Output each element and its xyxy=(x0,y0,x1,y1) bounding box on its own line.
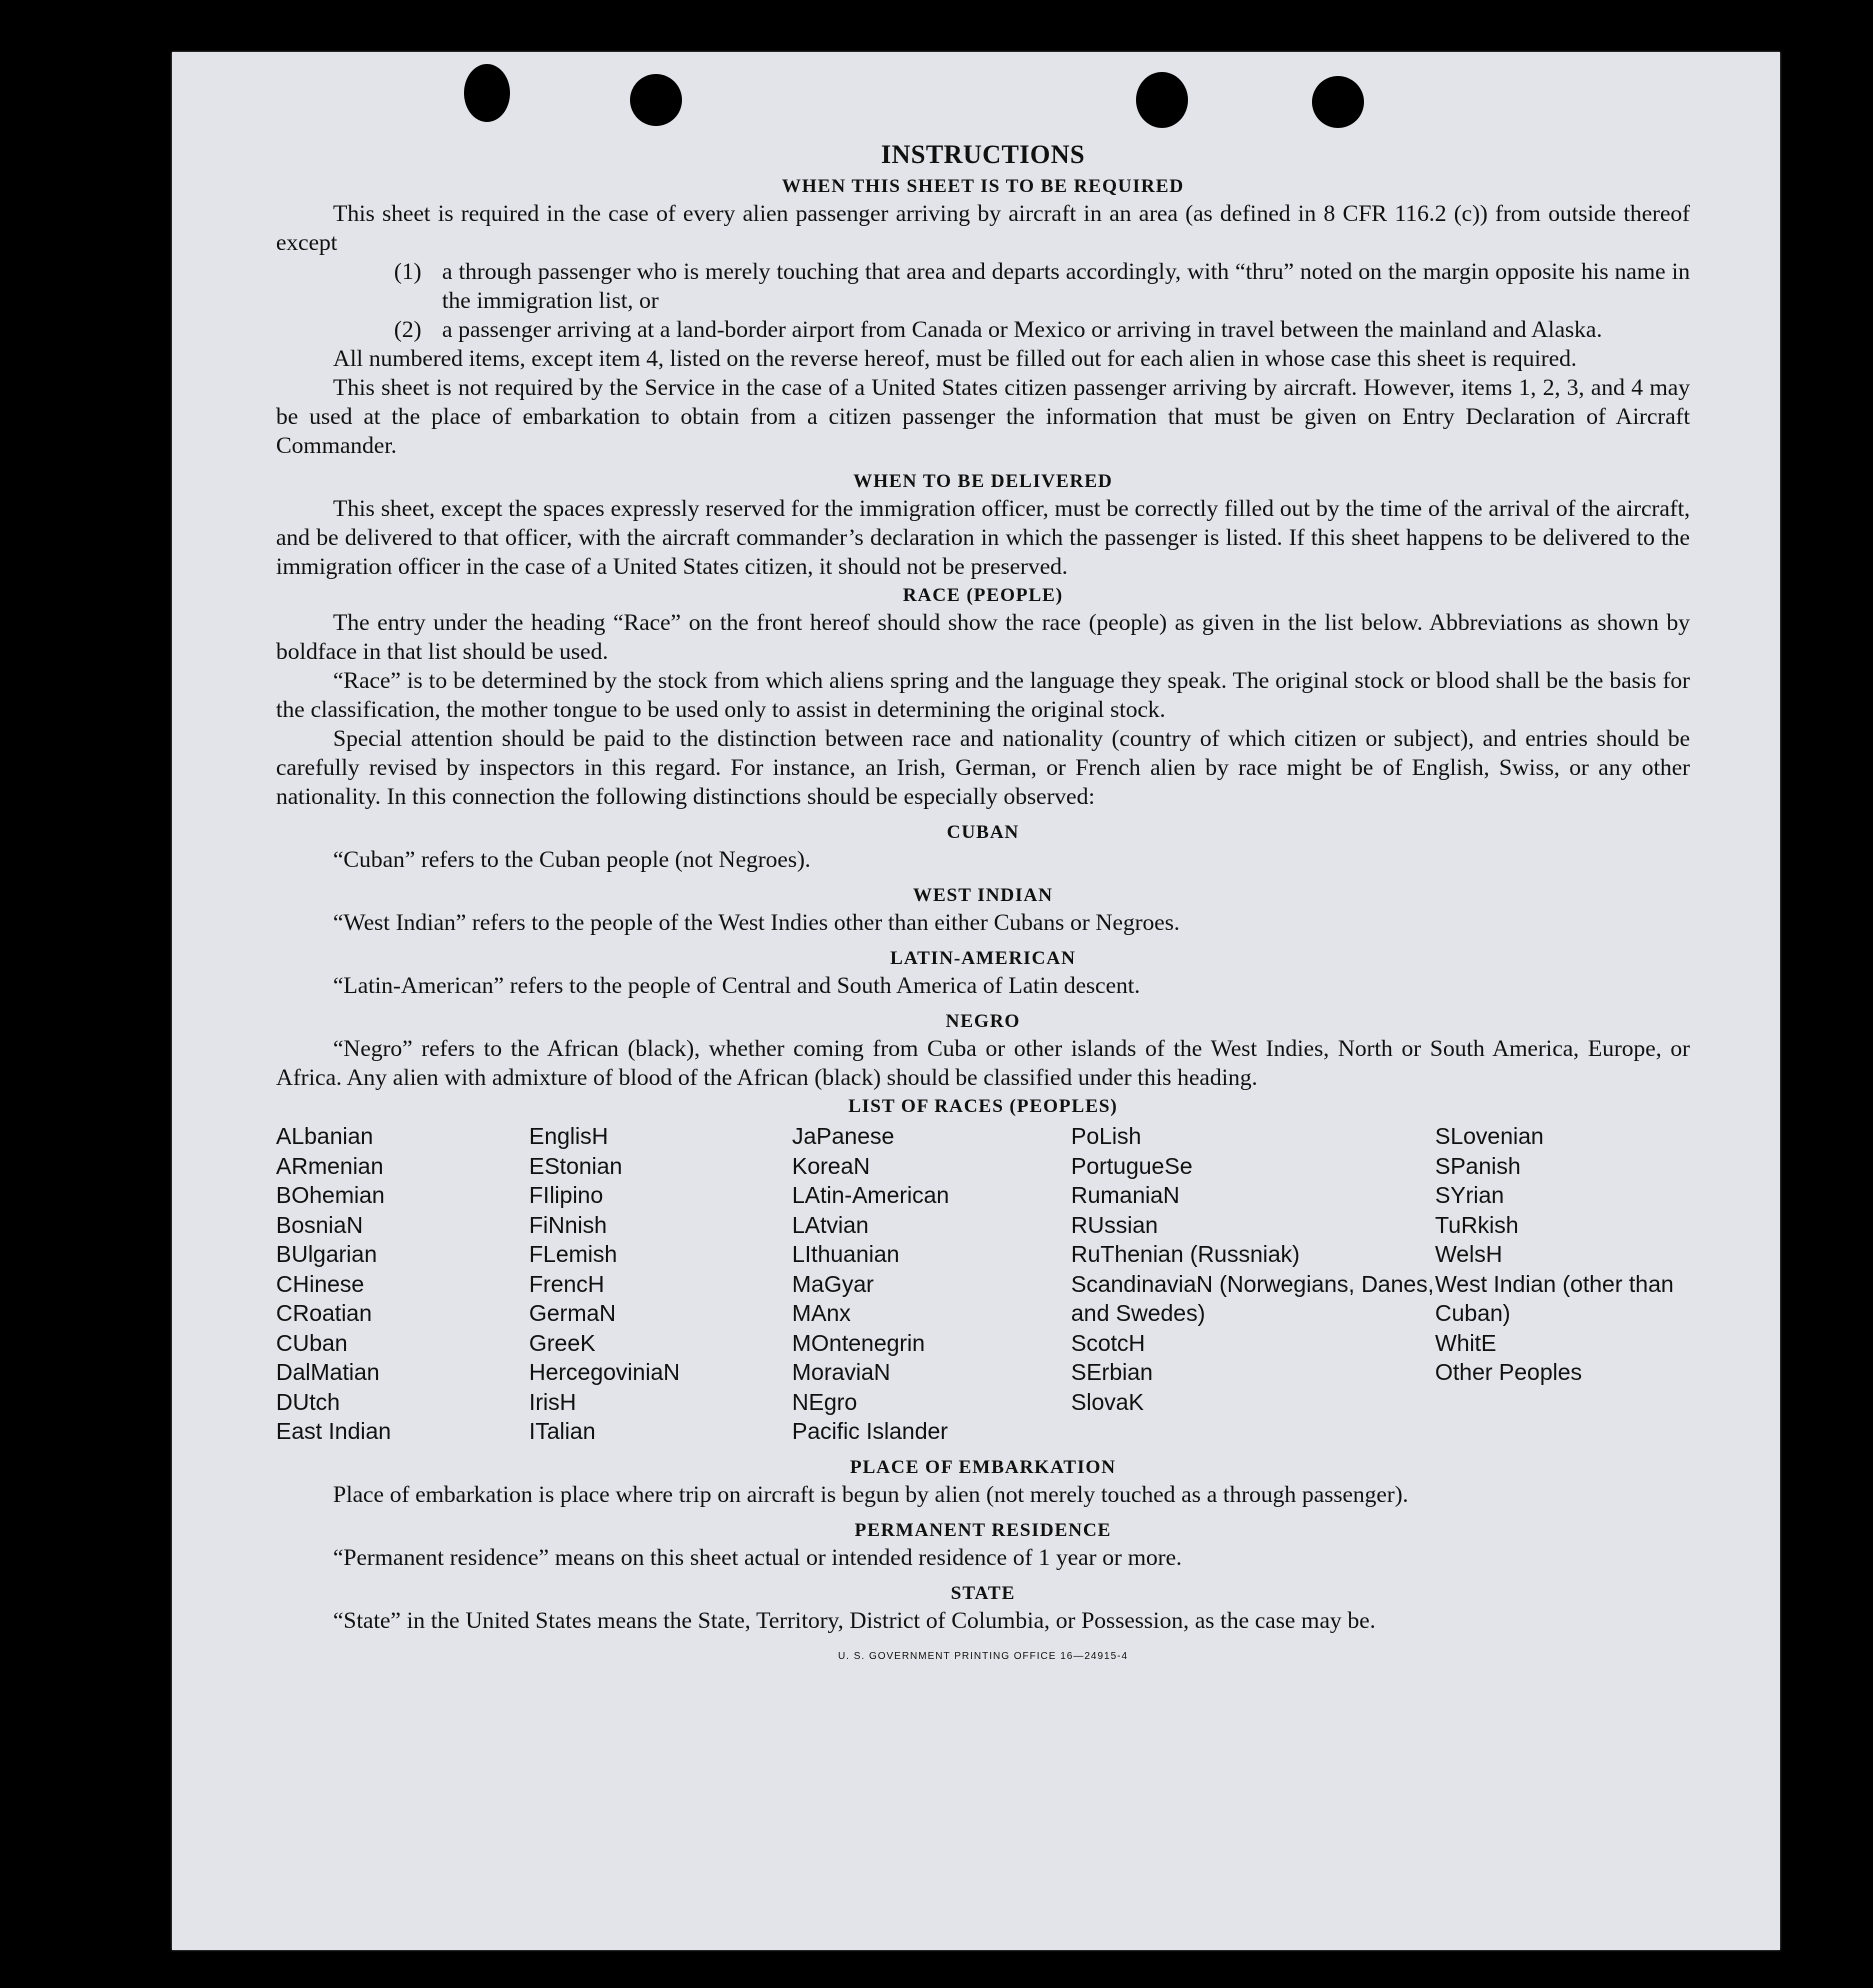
printer-imprint: U. S. GOVERNMENT PRINTING OFFICE 16—24915-4 xyxy=(837,1650,1129,1662)
race-entry: CHinese xyxy=(276,1270,365,1297)
paragraph: “Latin-American” refers to the people of Central and South America of Latin descent. xyxy=(333,973,1141,999)
document-page xyxy=(172,52,1780,1950)
race-column xyxy=(529,1122,792,1447)
race-entry: ScandinaviaN (Norwegians, Danes, and Swedes) xyxy=(1071,1270,1435,1326)
race-entry: BOhemian xyxy=(276,1182,385,1208)
race-entry: GreeK xyxy=(529,1329,596,1356)
race-entry: TuRkish xyxy=(1435,1211,1519,1238)
section-heading: WHEN THIS SHEET IS TO BE REQUIRED xyxy=(781,176,1185,197)
punch-hole xyxy=(1136,72,1188,128)
race-entry: WelsH xyxy=(1435,1241,1503,1267)
race-entry: HercegoviniaN xyxy=(529,1359,680,1385)
race-entry: FLemish xyxy=(529,1241,618,1267)
race-entry: EStonian xyxy=(529,1152,623,1179)
race-entry: FiNnish xyxy=(529,1211,607,1238)
page-title: INSTRUCTIONS xyxy=(881,140,1085,169)
section-heading: WHEN TO BE DELIVERED xyxy=(853,471,1113,492)
exception-item xyxy=(394,258,1690,316)
race-entry: RuThenian (Russniak) xyxy=(1071,1241,1300,1267)
race-entry: CRoatian xyxy=(276,1300,372,1326)
section-heading: LATIN-AMERICAN xyxy=(890,948,1076,969)
race-entry: Other Peoples xyxy=(1435,1359,1583,1385)
section-heading: STATE xyxy=(950,1582,1016,1604)
race-entry: DalMatian xyxy=(276,1359,380,1385)
section-heading: NEGRO xyxy=(945,1011,1021,1032)
punch-hole xyxy=(1312,76,1364,128)
instructions-content xyxy=(276,140,1690,1671)
race-column xyxy=(1435,1122,1690,1447)
paragraph: “Permanent residence” means on this sheet actual or intended residence of 1 year or more. xyxy=(333,1544,1182,1571)
race-entry: PortugueSe xyxy=(1071,1152,1193,1179)
race-entry: EnglisH xyxy=(529,1123,609,1149)
race-entry: ALbanian xyxy=(276,1123,374,1149)
paragraph: This sheet is not required by the Service in the case of a United States citizen passenger arriving by aircraft. However, items 1, 2, 3, and 4 may be used at the place of embarkation to obtain from a citizen passenger the information that must be given on Entry Declaration of Aircraft Commander. xyxy=(276,375,1690,459)
paragraph: The entry under the heading “Race” on the front hereof should show the race (people) as given in the list below. Abbreviations as shown by boldface in that list should be used. xyxy=(276,610,1690,665)
race-list xyxy=(276,1122,1690,1447)
race-entry: PoLish xyxy=(1071,1123,1142,1149)
paragraph: “Cuban” refers to the Cuban people (not Negroes). xyxy=(333,847,811,873)
race-entry: SErbian xyxy=(1071,1359,1153,1385)
section-heading: PERMANENT RESIDENCE xyxy=(854,1519,1112,1541)
race-entry: FIlipino xyxy=(529,1182,604,1208)
paragraph: This sheet, except the spaces expressly reserved for the immigration officer, must be correctly filled out by the time of the arrival of the aircraft, and be delivered to that officer, with the aircraft commander’s declaration in which the passenger is listed. If this sheet happens to be delivered to the immigration officer in the case of a United States citizen, it should not be preserved. xyxy=(276,496,1690,580)
section-heading: PLACE OF EMBARKATION xyxy=(850,1456,1116,1478)
race-entry: RumaniaN xyxy=(1071,1182,1180,1208)
race-entry: LAtin-American xyxy=(792,1182,950,1208)
race-entry: Pacific Islander xyxy=(792,1418,948,1444)
race-entry: CUban xyxy=(276,1329,348,1356)
race-entry: FrencH xyxy=(529,1270,605,1297)
race-column xyxy=(792,1122,1071,1447)
race-entry: ITalian xyxy=(529,1418,596,1444)
race-entry: BosniaN xyxy=(276,1211,363,1238)
race-entry: SYrian xyxy=(1435,1182,1505,1208)
race-entry: MoraviaN xyxy=(792,1359,891,1385)
race-entry: East Indian xyxy=(276,1418,392,1444)
race-entry: WhitE xyxy=(1435,1329,1497,1356)
item-text: a passenger arriving at a land-border airport from Canada or Mexico or arriving in travel between the mainland and Alaska. xyxy=(442,317,1603,343)
item-number: (2) xyxy=(394,317,422,343)
race-entry: NEgro xyxy=(792,1388,858,1415)
race-column xyxy=(1071,1122,1435,1447)
paragraph: Place of embarkation is place where trip on aircraft is begun by alien (not merely touched as a through passenger). xyxy=(333,1481,1409,1508)
race-entry: GermaN xyxy=(529,1300,616,1326)
section-heading: CUBAN xyxy=(946,822,1020,843)
race-entry: MaGyar xyxy=(792,1270,874,1297)
section-heading: WEST INDIAN xyxy=(913,885,1053,906)
item-text: a through passenger who is merely touching that area and departs accordingly, with “thru” noted on the margin opposite his name in the immigration list, or xyxy=(442,259,1690,314)
paragraph: Special attention should be paid to the distinction between race and nationality (country of which citizen or subject), and entries should be carefully revised by inspectors in this regard. For instance, an Irish, German, or French alien by race might be of English, Swiss, or any other nationality. In this connection the following distinctions should be especially observed: xyxy=(276,726,1690,810)
item-number: (1) xyxy=(394,259,422,285)
paragraph: “State” in the United States means the State, Territory, District of Columbia, or Possession, as the case may be. xyxy=(333,1607,1376,1634)
race-entry: JaPanese xyxy=(792,1123,895,1149)
race-entry: IrisH xyxy=(529,1388,577,1415)
race-entry: MOntenegrin xyxy=(792,1329,925,1356)
race-entry: SLovenian xyxy=(1435,1123,1544,1149)
race-entry: LAtvian xyxy=(792,1211,869,1238)
paragraph: “West Indian” refers to the people of the West Indies other than either Cubans or Negroes. xyxy=(333,910,1180,936)
paragraph: All numbered items, except item 4, listed on the reverse hereof, must be filled out for each alien in whose case this sheet is required. xyxy=(333,346,1577,372)
paragraph: “Negro” refers to the African (black), whether coming from Cuba or other islands of the West Indies, North or South America, Europe, or Africa. Any alien with admixture of blood of the African (black) should be classified under this heading. xyxy=(276,1036,1690,1091)
race-entry: RUssian xyxy=(1071,1211,1158,1238)
race-entry: DUtch xyxy=(276,1388,340,1415)
race-column xyxy=(276,1122,529,1447)
race-entry: MAnx xyxy=(792,1300,851,1326)
section-heading: LIST OF RACES (PEOPLES) xyxy=(848,1096,1118,1117)
race-entry: ScotcH xyxy=(1071,1329,1146,1356)
race-entry: SPanish xyxy=(1435,1152,1521,1179)
race-entry: ARmenian xyxy=(276,1152,384,1179)
race-entry: KoreaN xyxy=(792,1152,870,1179)
exception-item xyxy=(394,316,1690,345)
punch-hole xyxy=(630,74,682,126)
section-heading: RACE (PEOPLE) xyxy=(902,585,1064,606)
punch-hole xyxy=(464,64,510,122)
race-entry: LIthuanian xyxy=(792,1241,900,1267)
race-entry: West Indian (other than Cuban) xyxy=(1435,1270,1674,1326)
paragraph: “Race” is to be determined by the stock from which aliens spring and the language they speak. The original stock or blood shall be the basis for the classification, the mother tongue to be used only to assist in determining the original stock. xyxy=(276,668,1690,723)
race-entry: BUlgarian xyxy=(276,1241,377,1267)
race-entry: SlovaK xyxy=(1071,1388,1144,1415)
paragraph: This sheet is required in the case of every alien passenger arriving by aircraft in an area (as defined in 8 CFR 116.2 (c)) from outside thereof except xyxy=(276,201,1690,256)
